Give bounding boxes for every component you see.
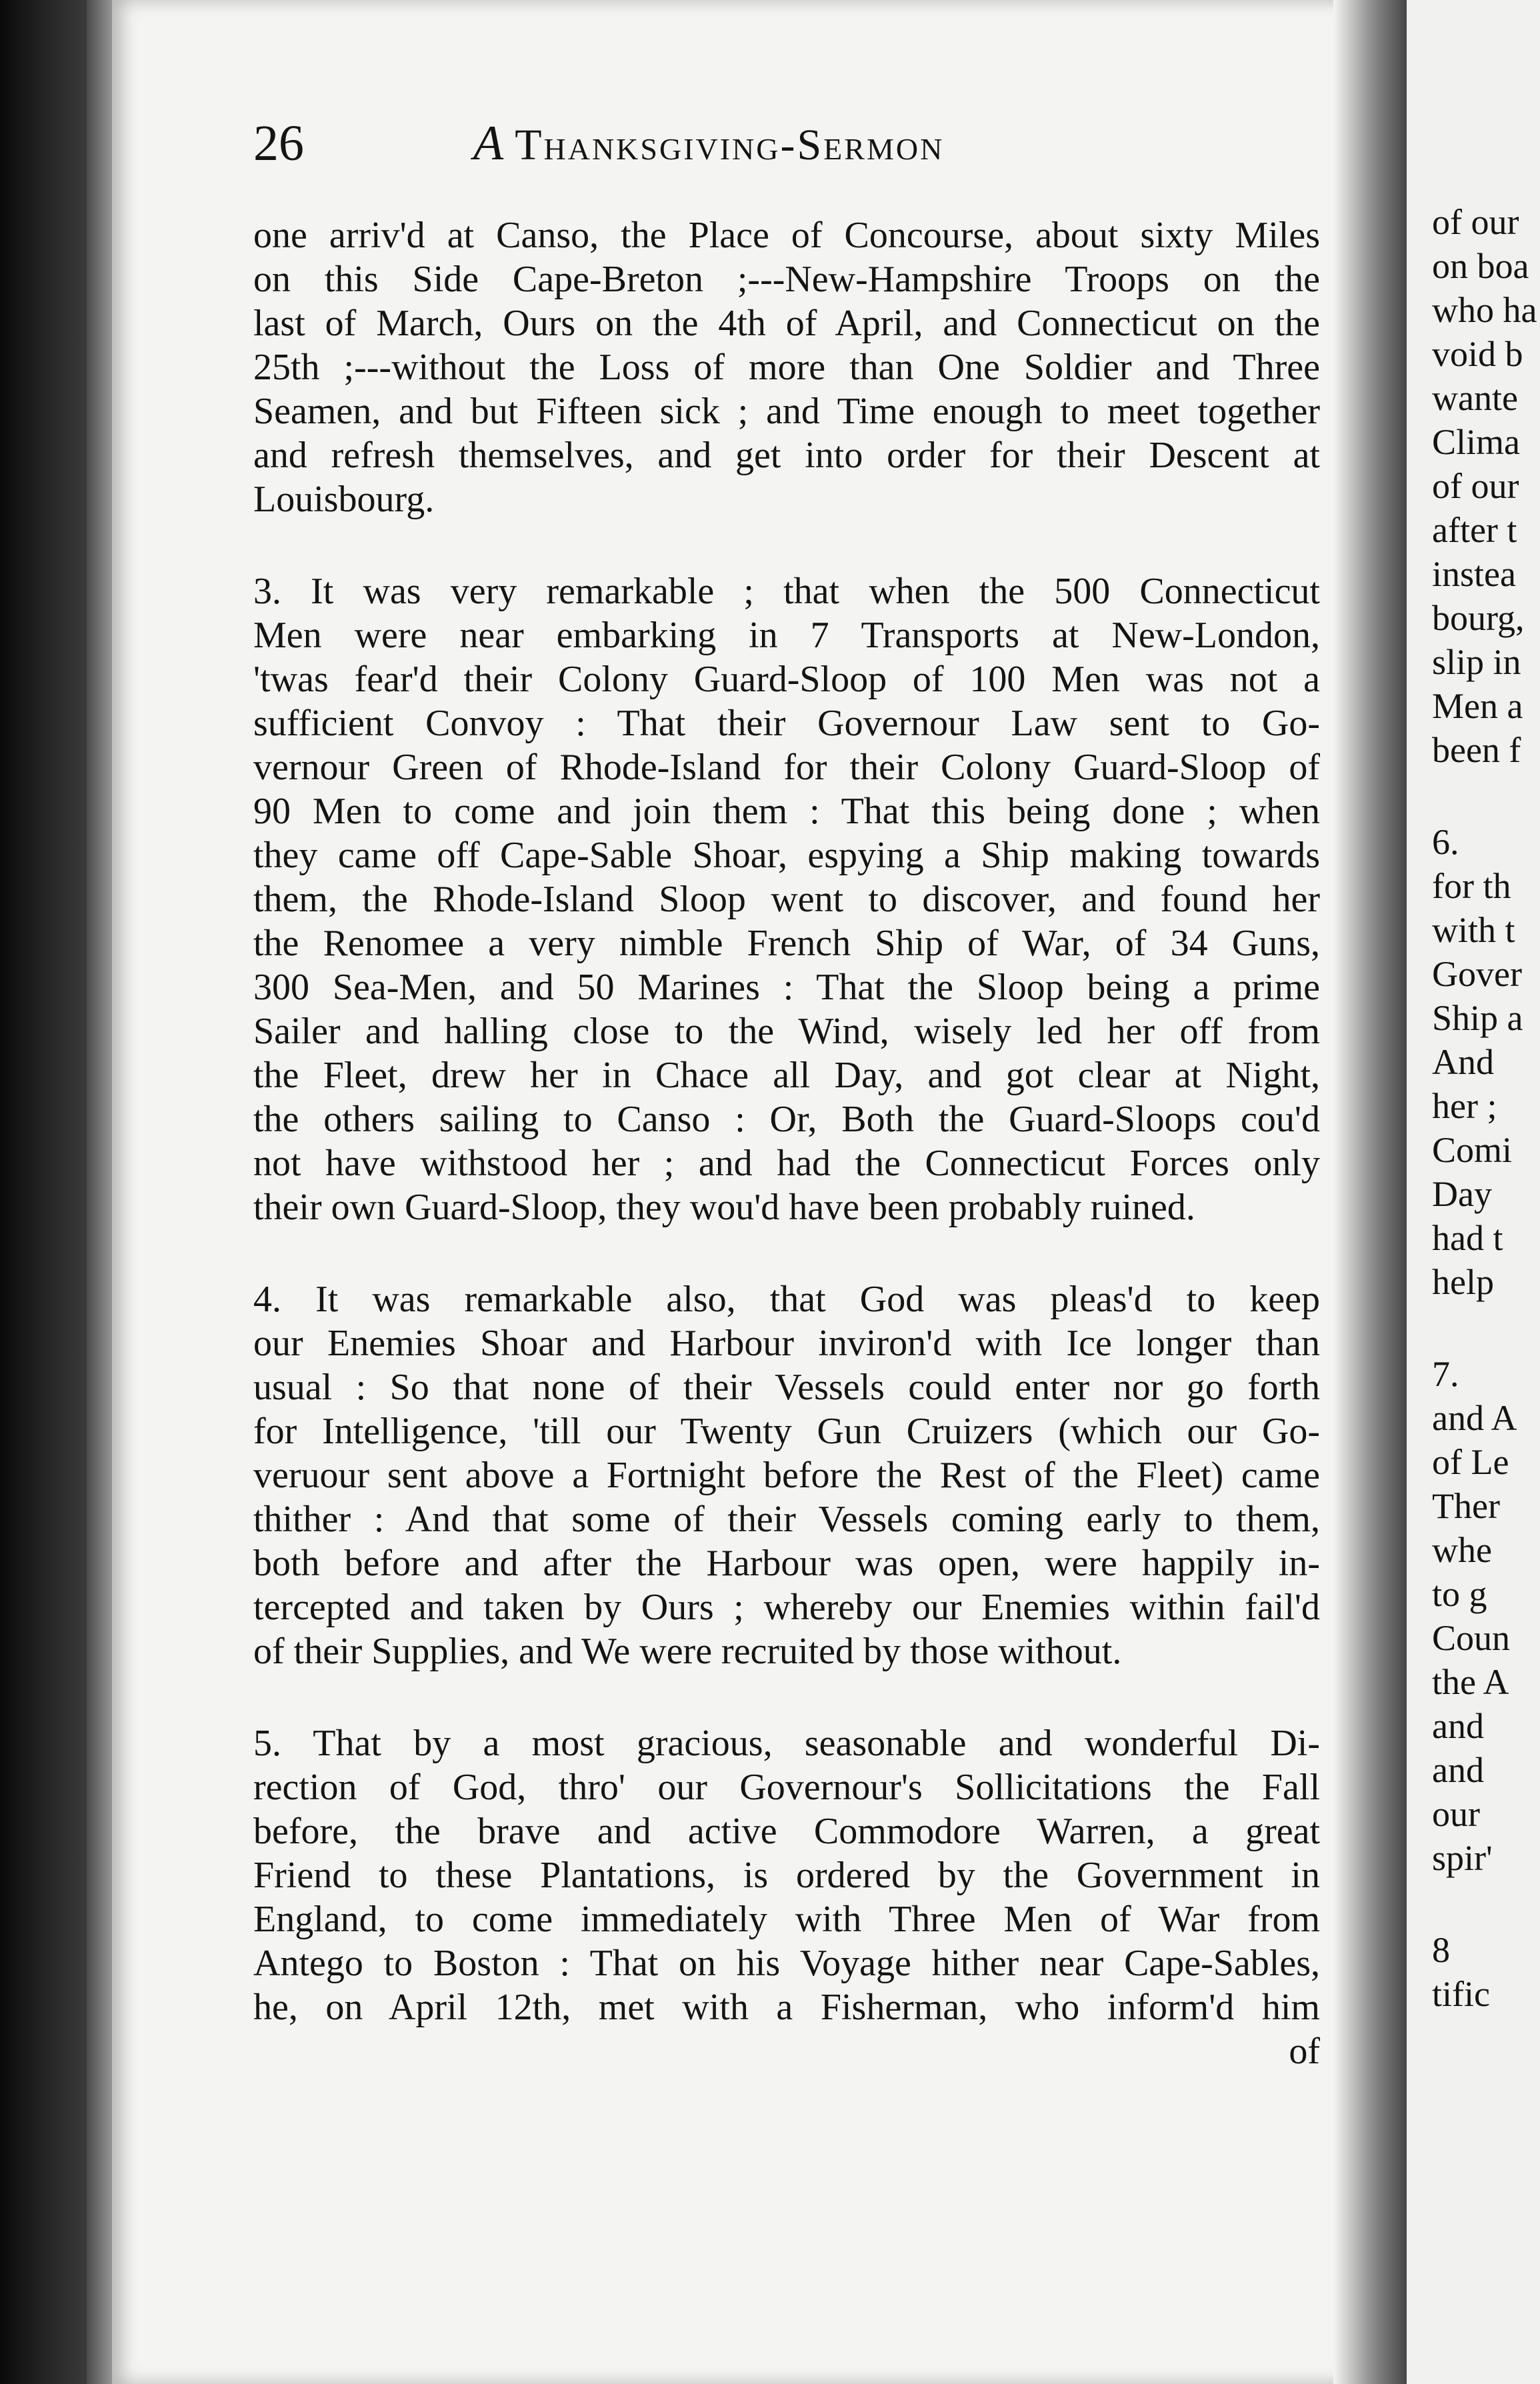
fragment-line: been f — [1432, 730, 1521, 770]
fragment-gap — [1432, 1304, 1540, 1352]
running-title — [473, 107, 944, 182]
fragment-line: wante — [1432, 378, 1518, 418]
text-line: them, the Rhode-Island Sloop went to discover, and found her — [253, 879, 1320, 920]
text-line: thither : And that some of their Vessels coming early to them, — [253, 1499, 1320, 1540]
text-line: sufficient Convoy : That their Governour Law sent to Go- — [253, 703, 1320, 744]
running-head — [253, 107, 1173, 180]
fragment-line: after t — [1432, 510, 1517, 550]
fragment-line: Comi — [1432, 1130, 1513, 1170]
text-line: Antego to Boston : That on his Voyage hither near Cape-Sables, — [253, 1943, 1320, 1984]
fragment-line: instea — [1432, 554, 1516, 594]
text-line: usual : So that none of their Vessels could enter nor go forth — [253, 1367, 1320, 1408]
fragment-line: Ship a — [1432, 998, 1523, 1038]
fragment-line: Gover — [1432, 954, 1522, 994]
fragment-line: help — [1432, 1262, 1494, 1302]
fragment-line: of our — [1432, 202, 1519, 242]
binding-edge — [87, 0, 113, 2384]
text-line: the Fleet, drew her in Chace all Day, and got clear at Night, — [253, 1055, 1320, 1096]
fragment-gap — [1432, 772, 1540, 820]
fragment-line: whe — [1432, 1530, 1492, 1570]
fragment-line: 8 — [1432, 1930, 1450, 1970]
text-line: Men were near embarking in 7 Transports at New-London, — [253, 615, 1320, 656]
paragraph-3 — [253, 569, 1320, 1229]
body-text — [253, 213, 1320, 2373]
text-line: both before and after the Harbour was open, were happily in- — [253, 1543, 1320, 1584]
text-line: the others sailing to Canso : Or, Both the Guard-Sloops cou'd — [253, 1099, 1320, 1140]
fragment-line: Men a — [1432, 686, 1523, 726]
text-line: rection of God, thro' our Governour's Sollicitations the Fall — [253, 1767, 1320, 1808]
text-line: 3. It was very remarkable ; that when the 500 Connecticut — [253, 571, 1320, 612]
fragment-line: Clima — [1432, 422, 1520, 462]
text-line: our Enemies Shoar and Harbour inviron'd with Ice longer than — [253, 1323, 1320, 1364]
fragment-line: Day — [1432, 1174, 1492, 1214]
paragraph-continuation — [253, 213, 1320, 521]
catchword: of — [1289, 2031, 1320, 2072]
running-title-text: Thanksgiving-Sermon — [515, 121, 945, 169]
fragment-line: and — [1432, 1750, 1484, 1790]
text-line: 25th ;---without the Loss of more than One Soldier and Three — [253, 347, 1320, 388]
fragment-line: void b — [1432, 334, 1523, 374]
fragment-line: the A — [1432, 1662, 1509, 1702]
fragment-line: slip in — [1432, 642, 1521, 682]
fragment-line: with t — [1432, 910, 1515, 950]
text-line: Sailer and halling close to the Wind, wisely led her off from — [253, 1011, 1320, 1052]
text-line: vernour Green of Rhode-Island for their Colony Guard-Sloop of — [253, 747, 1320, 788]
text-line: and refresh themselves, and get into order for their Descent at — [253, 435, 1320, 476]
fragment-line: Coun — [1432, 1618, 1511, 1658]
fragment-line: who ha — [1432, 290, 1537, 330]
fragment-line: for th — [1432, 866, 1511, 906]
fragment-line: and A — [1432, 1398, 1517, 1438]
facing-page-text — [1432, 200, 1540, 2016]
fragment-line: and — [1432, 1706, 1484, 1746]
fragment-gap — [1432, 1880, 1540, 1928]
fragment-line: on boa — [1432, 246, 1529, 286]
text-line: 5. That by a most gracious, seasonable and wonderful Di- — [253, 1723, 1320, 1764]
text-line: their own Guard-Sloop, they wou'd have been probably ruined. — [253, 1187, 1195, 1228]
text-line: they came off Cape-Sable Shoar, espying a Ship making towards — [253, 835, 1320, 876]
text-line: 'twas fear'd their Colony Guard-Sloop of 100 Men was not a — [253, 659, 1320, 700]
fragment-line: our — [1432, 1794, 1480, 1834]
fragment-line: spir' — [1432, 1838, 1493, 1878]
fragment-line: had t — [1432, 1218, 1503, 1258]
facing-page-edge — [1407, 0, 1540, 2384]
text-line: veruour sent above a Fortnight before the Rest of the Fleet) came — [253, 1455, 1320, 1496]
text-line: tercepted and taken by Ours ; whereby our Enemies within fail'd — [253, 1587, 1320, 1628]
text-line: he, on April 12th, met with a Fisherman, who inform'd him — [253, 1987, 1320, 2028]
paragraph-4 — [253, 1277, 1320, 1673]
fragment-line: Ther — [1432, 1486, 1500, 1526]
text-line: Seamen, and but Fifteen sick ; and Time enough to meet together — [253, 391, 1320, 432]
running-title-lead: A — [473, 116, 506, 171]
fragment-line: tific — [1432, 1974, 1490, 2014]
text-line: of their Supplies, and We were recruited by those without. — [253, 1631, 1122, 1672]
text-line: 300 Sea-Men, and 50 Marines : That the Sloop being a prime — [253, 967, 1320, 1008]
text-line: England, to come immediately with Three Men of War from — [253, 1899, 1320, 1940]
text-line: 4. It was remarkable also, that God was pleas'd to keep — [253, 1279, 1320, 1320]
text-line: Friend to these Plantations, is ordered by the Government in — [253, 1855, 1320, 1896]
fragment-line: 7. — [1432, 1354, 1459, 1394]
text-line: not have withstood her ; and had the Connecticut Forces only — [253, 1143, 1320, 1184]
fragment-line: her ; — [1432, 1086, 1497, 1126]
fragment-line: of Le — [1432, 1442, 1509, 1482]
scan-left-background — [0, 0, 87, 2384]
text-line: before, the brave and active Commodore Warren, a great — [253, 1811, 1320, 1852]
page-number: 26 — [253, 115, 304, 171]
text-line: last of March, Ours on the 4th of April, and Connecticut on the — [253, 303, 1320, 344]
text-line: for Intelligence, 'till our Twenty Gun Cruizers (which our Go- — [253, 1411, 1320, 1452]
fragment-line: bourg, — [1432, 598, 1525, 638]
text-line: the Renomee a very nimble French Ship of War, of 34 Guns, — [253, 923, 1320, 964]
text-line: 90 Men to come and join them : That this being done ; when — [253, 791, 1320, 832]
fragment-line: 6. — [1432, 822, 1459, 862]
fragment-line: to g — [1432, 1574, 1487, 1614]
text-line: on this Side Cape-Breton ;---New-Hampshire Troops on the — [253, 259, 1320, 300]
paragraph-5 — [253, 1721, 1320, 2073]
fragment-line: of our — [1432, 466, 1519, 506]
fragment-line: And — [1432, 1042, 1494, 1082]
text-line: one arriv'd at Canso, the Place of Concourse, about sixty Miles — [253, 215, 1320, 256]
text-line: Louisbourg. — [253, 479, 435, 520]
